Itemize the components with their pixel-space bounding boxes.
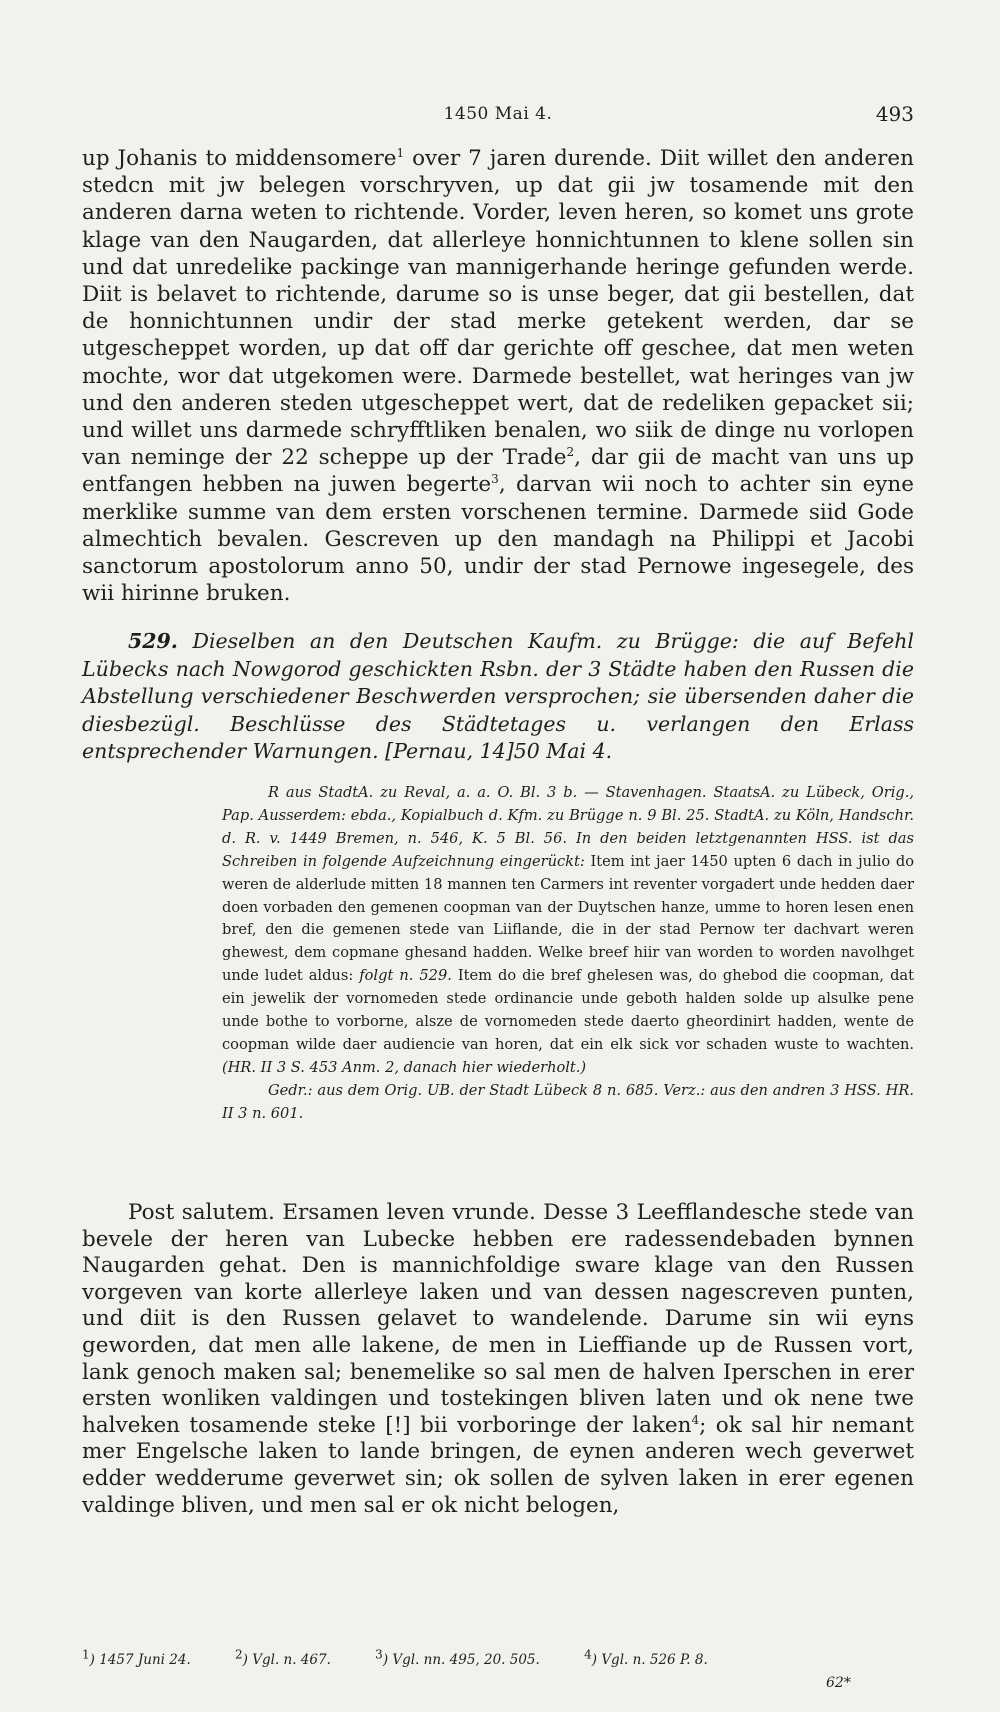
text-segment: , darvan wii noch to achter sin eyne merklike summe van dem ersten vorschenen termine. Darmede siid Gode almechtich bevalen. Gescreven up den mandagh na Philippi et Jacobi sanctorum apostolorum anno 50, undir der stad Pernowe ingesegele, des wii hirinne bruken. <box>82 472 915 607</box>
footnote-text: 1457 Juni 24. <box>99 1652 191 1668</box>
text-segment: , dar gii de macht van uns up entfangen hebben na juwen begerte <box>82 445 914 498</box>
apparatus-printed: Gedr.: aus dem Orig. UB. der Stadt Lübeck 8 n. 685. Verz.: aus den andren 3 HSS. HR. II 3 n. 601. <box>222 1081 914 1122</box>
footnote-number: 4 <box>584 1647 592 1662</box>
footnotes <box>82 1647 914 1670</box>
regest-heading <box>82 628 914 766</box>
apparatus-quotation-cont: Item do die bref ghelesen was, do ghebod die coopman, dat ein jewelik der vornomeden stede ordinancie unde geboth halden solde up alsulke pene unde bothe to vorborne, alsze de vornomeden stede daerto gheordinirt hadden, wente de coopman wilde daer audiencie van horen, dat ein elk sick vor schaden wuste to wachten. <box>222 967 914 1053</box>
apparatus-quotation: Item int jaer 1450 upten 6 dach in julio do weren de alderlude mitten 18 mannen ten Carmers int reventer vorgadert unde hedden daer doen vorbaden den gemenen coopman van der Duytschen hanze, umme to horen lesen enen bref, den die gemenen stede van Liiflande, die in der stad Pernow ter dachvart weren ghewest, dem copmane ghesand hadden. Welke breef hiir van worden to worden navolhget unde ludet aldus: <box>222 852 915 985</box>
regest-text: Dieselben an den Deutschen Kaufm. zu Brügge: die auf Befehl Lübecks nach Nowgorod geschickten Rsbn. der 3 Städte haben den Russen die Abstellung verschiedener Beschwerden versprochen; sie übersenden daher die diesbezügl. Beschlüsse des Städtetages u. verlangen den Erlass entsprechender Warnungen. [Pernau, 14]50 Mai 4. <box>82 629 914 763</box>
page-number: 493 <box>875 102 914 126</box>
footnote: $^3$) Vgl. nn. 495, 20. 505. <box>375 1647 540 1668</box>
footnote-number: 1 <box>82 1647 90 1662</box>
footnote-text: Vgl. n. 526 P. 8. <box>601 1652 708 1668</box>
footnote: $^1$) 1457 Juni 24. <box>82 1647 191 1668</box>
text-segment: up Johanis to middensomere <box>82 146 397 171</box>
footnote-mark: 3 <box>491 472 499 487</box>
critical-apparatus <box>82 782 914 1126</box>
footnote: $^2$) Vgl. n. 467. <box>235 1647 331 1668</box>
footnote-mark: 4 <box>691 1412 700 1427</box>
bottom-paragraph <box>82 1200 914 1519</box>
text-segment: ; ok sal hir nemant mer Engelsche laken to lande bringen, de eynen anderen wech geverwet edder wedderume geverwet sin; ok sollen de sylven laken in erer egenen valdinge bliven, und men sal er ok nicht belogen, <box>82 1412 915 1518</box>
footnote: $^4$) Vgl. n. 526 P. 8. <box>584 1647 708 1668</box>
top-paragraph <box>82 145 914 607</box>
running-title: 1450 Mai 4. <box>443 104 553 124</box>
apparatus-sources: R aus StadtA. zu Reval, a. a. O. Bl. 3 b. — Stavenhagen. StaatsA. zu Lübeck, Orig., Pap. Ausserdem: ebda., Kopialbuch d. Kfm. zu Brügge n. 9 Bl. 25. StadtA. zu Köln, Handschr. d. R. v. 1449 Bremen, n. 546, K. 5 Bl. 56. In den beiden letztgenannten HSS. ist das Schreiben in folgende Aufzeichnung eingerückt: <box>222 784 914 870</box>
apparatus-note: (HR. II 3 S. 453 Anm. 2, danach hier wiederholt.) <box>222 1058 587 1076</box>
apparatus-reference: folgt n. 529. <box>353 967 452 985</box>
text-segment: Post salutem. Ersamen leven vrunde. Desse 3 Leefflandesche stede van bevele der heren van Lubecke hebben ere radessendebaden bynnen Naugarden gehat. Den is mannichfoldige sware klage van den Russen vorgeven van korte allerleye laken und van dessen nagescreven punten, und diit is den Russen gelavet to wandelende. Darume sin wii eyns geworden, dat men alle lakene, de men in Lieffiande up de Russen vort, lank genoch maken sal; benemelike so sal men de halven Iperschen in erer ersten wonliken valdingen und tostekingen bliven laten und ok nene twe halveken tosamende steke [!] bii vorboringe der laken <box>82 1200 914 1438</box>
page-header <box>82 100 914 130</box>
footnote-mark: 2 <box>566 445 575 460</box>
footnote-mark: 1 <box>396 145 405 160</box>
text-segment: over 7 jaren durende. Diit willet den anderen stedcn mit jw belegen vorschryven, up dat gii jw tosamende mit den anderen darna weten to richtende. Vorder, leven heren, so komet uns grote klage van den Naugarden, dat allerleye honnichtunnen to klene sollen sin und dat unredelike packinge van mannigerhande heringe gefunden werde. Diit is belavet to richtende, darume so is unse beger, dat gii bestellen, dat de honnichtunnen undir der stad merke getekent werden, dar se utgescheppet worden, up dat off dar gerichte off geschee, dat men weten mochte, wor dat utgekomen were. Darmede bestellet, wat heringes van jw und den anderen steden utgescheppet wert, dat de redeliken gepacket sii; und willet uns darmede schryfftliken benalen, wo siik de dinge nu vorlopen van neminge der 22 scheppe up der Trade <box>82 146 914 471</box>
footnote-number: 3 <box>375 1647 383 1662</box>
document-number: 529. <box>128 629 178 653</box>
footnote-number: 2 <box>235 1647 243 1662</box>
footnote-text: Vgl. nn. 495, 20. 505. <box>392 1652 540 1668</box>
footnote-text: Vgl. n. 467. <box>252 1652 331 1668</box>
sheet-signature: 62* <box>826 1675 851 1691</box>
